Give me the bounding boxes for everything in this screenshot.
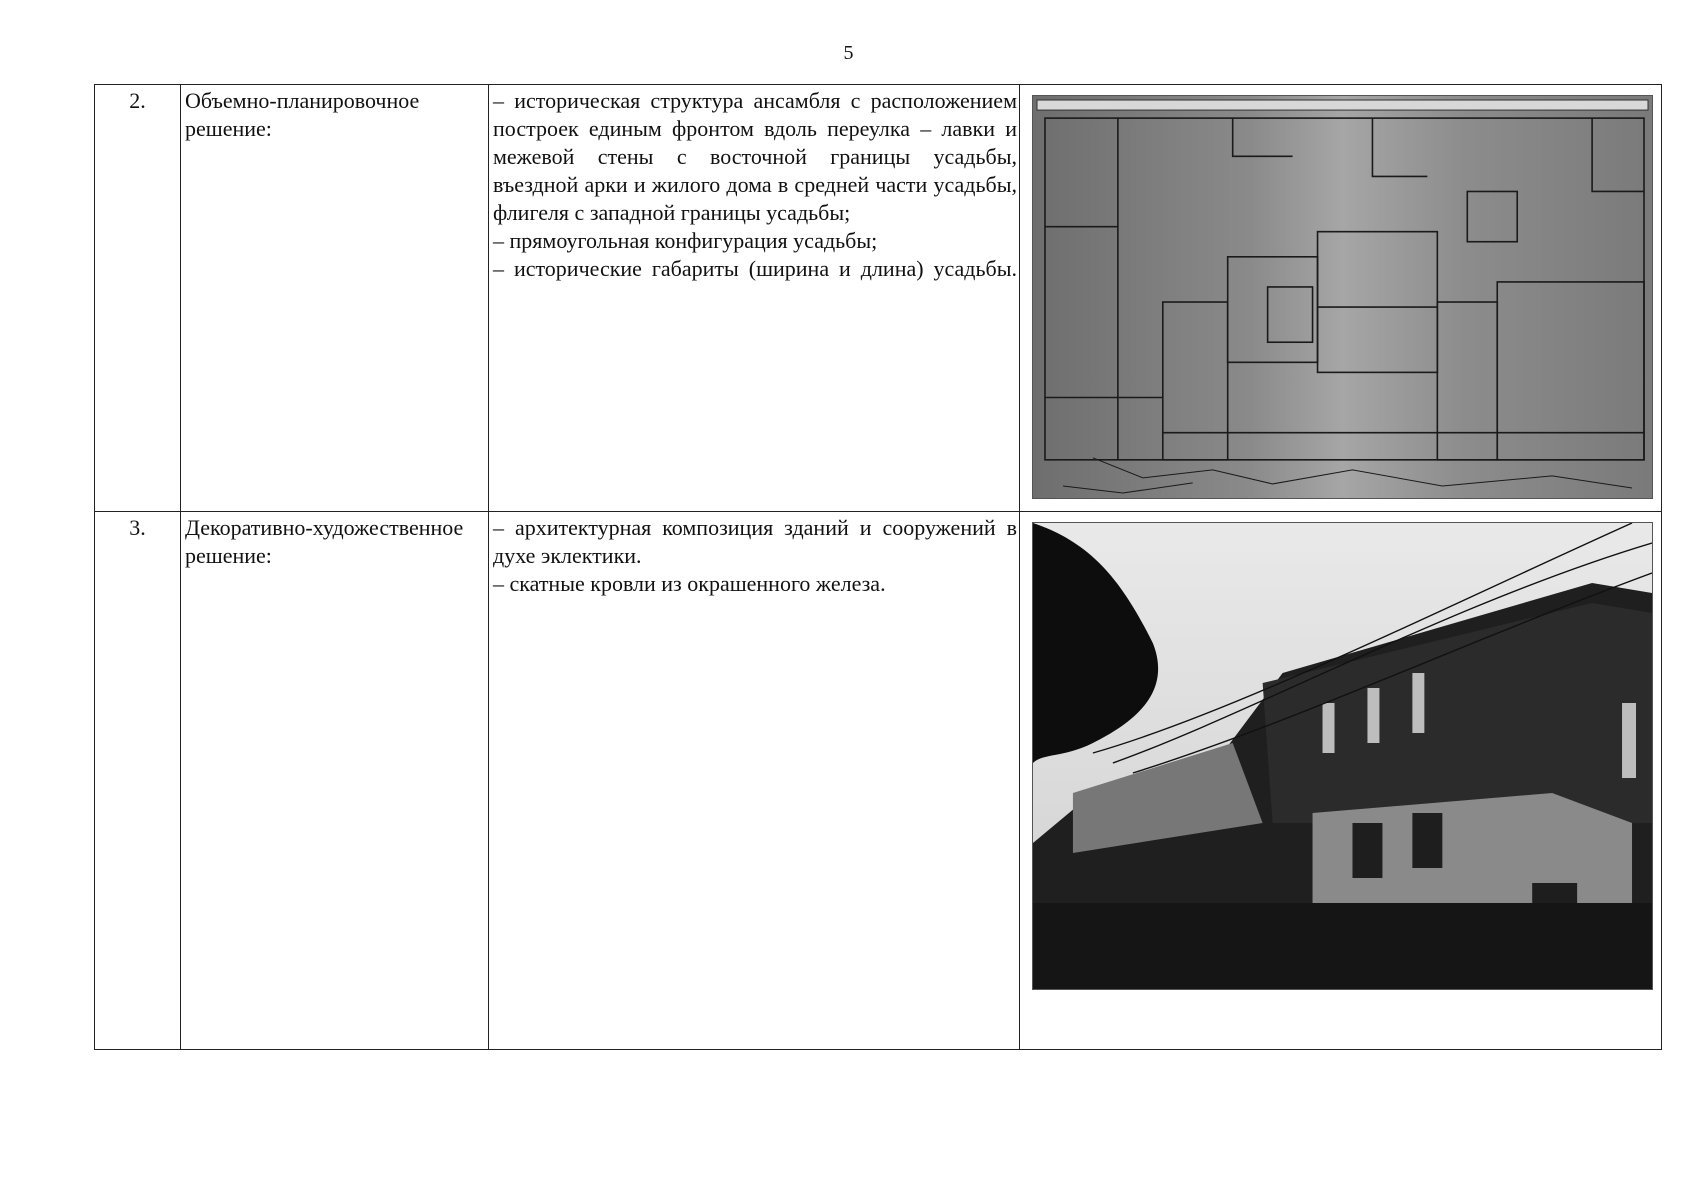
row-number: 3. xyxy=(95,512,181,1050)
row-description xyxy=(489,85,1020,512)
image-cell xyxy=(1020,85,1662,512)
description-item: – прямоугольная конфигурация усадьбы; xyxy=(493,228,878,253)
description-item: – историческая структура ансамбля с расположением построек единым фронтом вдоль переулка – лавки и межевой стены с восточной границы усадьбы, въездной арки и жилого дома в средней части усадьбы, флигеля с западной границы усадьбы; xyxy=(493,88,1017,225)
description-item: – архитектурная композиция зданий и сооружений в духе эклектики. xyxy=(493,515,1017,568)
row-name: Объемно-планировочное решение: xyxy=(181,85,489,512)
features-table xyxy=(94,84,1662,1050)
description-item: – исторические габариты (ширина и длина) усадьбы. xyxy=(493,256,1017,281)
table-row xyxy=(95,85,1662,512)
image-cell xyxy=(1020,512,1662,1050)
description-item: – скатные кровли из окрашенного железа. xyxy=(493,571,886,596)
row-description xyxy=(489,512,1020,1050)
row-name: Декоративно-художественное решение: xyxy=(181,512,489,1050)
row-number: 2. xyxy=(95,85,181,512)
site-plan-image xyxy=(1032,95,1653,499)
page-number: 5 xyxy=(843,42,854,64)
building-photo xyxy=(1032,522,1653,990)
table-row xyxy=(95,512,1662,1050)
